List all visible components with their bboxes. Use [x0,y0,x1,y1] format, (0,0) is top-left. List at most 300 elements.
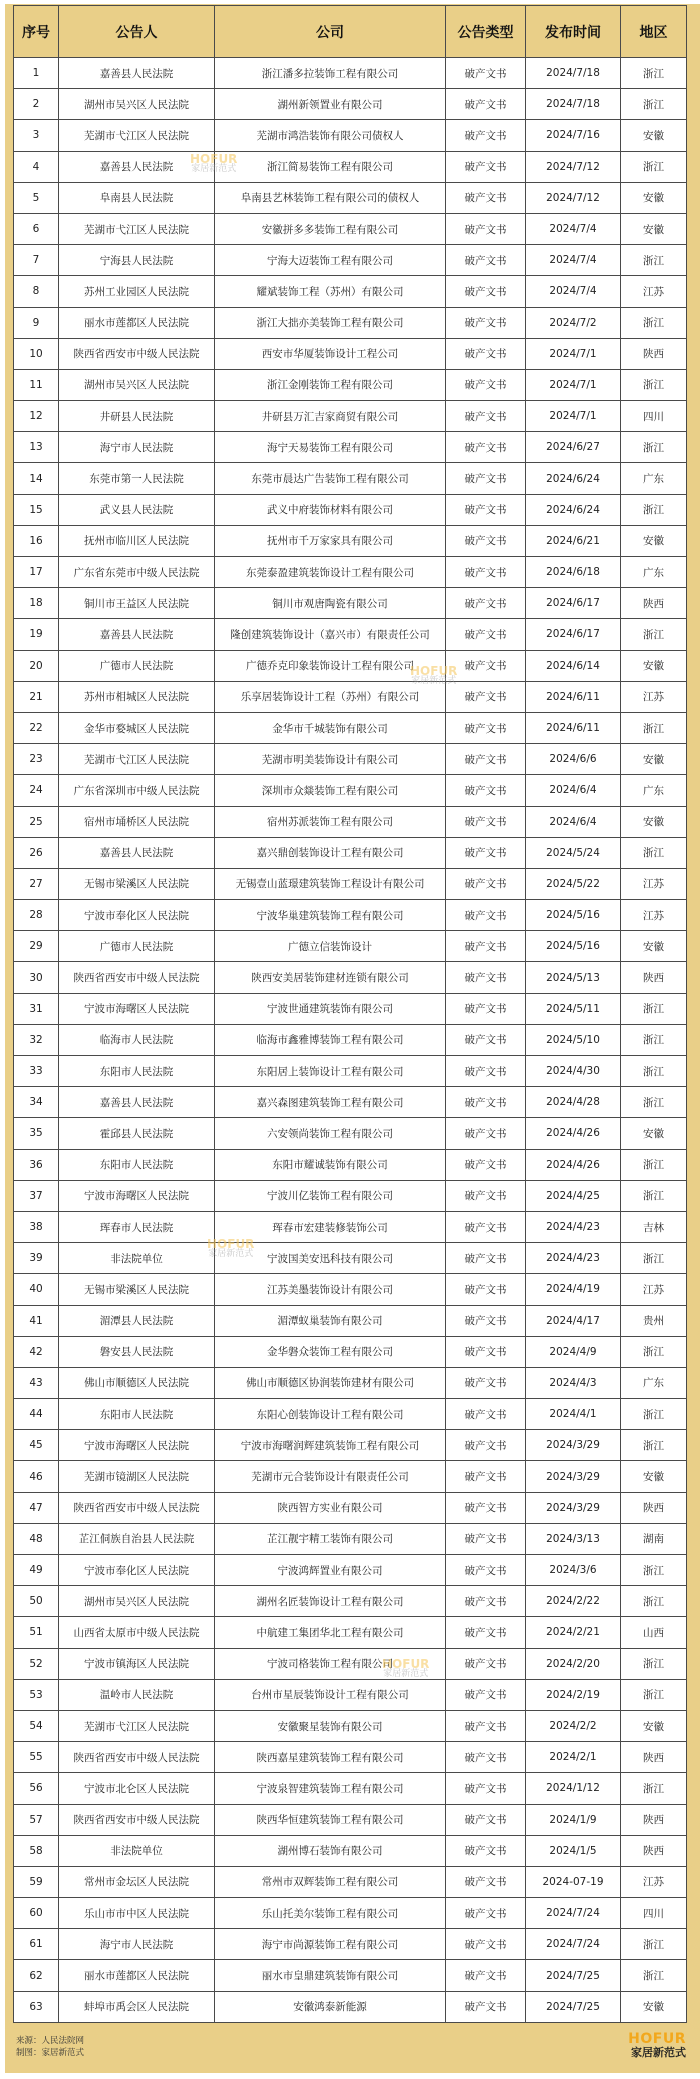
table-row [14,494,687,525]
cell-company: 常州市双辉装饰工程有限公司 [215,1866,446,1897]
cell-notice-type: 破产文书 [446,1523,526,1554]
cell-notice-type: 破产文书 [446,245,526,276]
cell-company: 东阳市耀诚装饰有限公司 [215,1149,446,1180]
cell-announcer: 丽水市莲都区人民法院 [59,307,215,338]
cell-region: 浙江 [621,837,687,868]
cell-notice-type: 破产文书 [446,276,526,307]
cell-announcer: 陕西省西安市中级人民法院 [59,338,215,369]
cell-announcer: 芜湖市弋江区人民法院 [59,120,215,151]
cell-notice-type: 破产文书 [446,619,526,650]
cell-index: 45 [14,1430,59,1461]
cell-announcer: 湄潭县人民法院 [59,1305,215,1336]
cell-notice-type: 破产文书 [446,1024,526,1055]
cell-index: 51 [14,1617,59,1648]
table-row [14,1773,687,1804]
cell-index: 62 [14,1960,59,1991]
cell-index: 16 [14,525,59,556]
cell-publish-date: 2024/4/9 [526,1336,621,1367]
header-publish-date: 发布时间 [526,6,621,58]
cell-announcer: 广东省东莞市中级人民法院 [59,557,215,588]
table-row [14,1555,687,1586]
cell-company: 陕西嘉星建筑装饰工程有限公司 [215,1742,446,1773]
cell-region: 陕西 [621,588,687,619]
cell-publish-date: 2024/7/1 [526,369,621,400]
bankruptcy-notice-table [13,5,687,2023]
cell-publish-date: 2024/6/24 [526,463,621,494]
table-row [14,58,687,89]
cell-company: 中航建工集团华北工程有限公司 [215,1617,446,1648]
watermark-cn: 家居新范式 [411,676,457,686]
cell-region: 陕西 [621,962,687,993]
cell-announcer: 宁海县人民法院 [59,245,215,276]
cell-announcer: 金华市婺城区人民法院 [59,712,215,743]
cell-announcer: 常州市金坛区人民法院 [59,1866,215,1897]
cell-region: 陕西 [621,1835,687,1866]
cell-index: 14 [14,463,59,494]
cell-region: 江苏 [621,1866,687,1897]
cell-company: 抚州市千万家家具有限公司 [215,525,446,556]
table-row [14,1087,687,1118]
cell-company: 西安市华厦装饰设计工程公司 [215,338,446,369]
cell-publish-date: 2024/7/2 [526,307,621,338]
cell-company: 井研县万汇吉家商贸有限公司 [215,401,446,432]
cell-region: 广东 [621,557,687,588]
cell-company: 珲春市宏建装修装饰公司 [215,1211,446,1242]
cell-company: 陕西智方实业有限公司 [215,1492,446,1523]
table-row [14,868,687,899]
table-row [14,1461,687,1492]
cell-index: 26 [14,837,59,868]
table-row [14,1367,687,1398]
cell-notice-type: 破产文书 [446,1555,526,1586]
cell-publish-date: 2024/2/22 [526,1586,621,1617]
cell-region: 陕西 [621,1742,687,1773]
cell-index: 41 [14,1305,59,1336]
cell-announcer: 海宁市人民法院 [59,1929,215,1960]
cell-announcer: 临海市人民法院 [59,1024,215,1055]
cell-publish-date: 2024/4/26 [526,1149,621,1180]
cell-notice-type: 破产文书 [446,213,526,244]
table-row [14,588,687,619]
cell-index: 22 [14,712,59,743]
cell-company: 广德立信装饰设计 [215,931,446,962]
cell-notice-type: 破产文书 [446,1617,526,1648]
cell-index: 50 [14,1586,59,1617]
cell-company: 隆创建筑装饰设计（嘉兴市）有限责任公司 [215,619,446,650]
cell-index: 30 [14,962,59,993]
cell-publish-date: 2024/4/17 [526,1305,621,1336]
table-row [14,1336,687,1367]
table-row [14,1898,687,1929]
cell-index: 3 [14,120,59,151]
cell-index: 52 [14,1648,59,1679]
cell-announcer: 湖州市吴兴区人民法院 [59,89,215,120]
cell-announcer: 宁波市北仑区人民法院 [59,1773,215,1804]
cell-index: 9 [14,307,59,338]
cell-region: 浙江 [621,151,687,182]
cell-index: 40 [14,1274,59,1305]
cell-publish-date: 2024/4/23 [526,1243,621,1274]
cell-announcer: 湖州市吴兴区人民法院 [59,369,215,400]
cell-index: 12 [14,401,59,432]
cell-announcer: 海宁市人民法院 [59,432,215,463]
cell-company: 东莞泰盈建筑装饰设计工程有限公司 [215,557,446,588]
cell-index: 34 [14,1087,59,1118]
cell-publish-date: 2024/6/4 [526,806,621,837]
cell-notice-type: 破产文书 [446,557,526,588]
table-row [14,276,687,307]
cell-company: 丽水市皇鼎建筑装饰有限公司 [215,1960,446,1991]
cell-notice-type: 破产文书 [446,1399,526,1430]
cell-region: 浙江 [621,1149,687,1180]
footer-credits [16,2035,84,2059]
cell-company: 六安领尚装饰工程有限公司 [215,1118,446,1149]
cell-announcer: 东阳市人民法院 [59,1056,215,1087]
cell-announcer: 宁波市海曙区人民法院 [59,993,215,1024]
table-row [14,213,687,244]
cell-publish-date: 2024/6/6 [526,744,621,775]
cell-index: 21 [14,681,59,712]
table-row [14,650,687,681]
cell-index: 23 [14,744,59,775]
table-row [14,1243,687,1274]
cell-region: 安徽 [621,650,687,681]
cell-notice-type: 破产文书 [446,369,526,400]
cell-announcer: 陕西省西安市中级人民法院 [59,1804,215,1835]
cell-announcer: 铜川市王益区人民法院 [59,588,215,619]
table-row [14,1274,687,1305]
cell-notice-type: 破产文书 [446,151,526,182]
cell-publish-date: 2024/6/11 [526,681,621,712]
cell-company: 无锡壹山蓝璟建筑装饰工程设计有限公司 [215,868,446,899]
cell-notice-type: 破产文书 [446,1773,526,1804]
table-row [14,1710,687,1741]
cell-region: 安徽 [621,182,687,213]
cell-publish-date: 2024/1/12 [526,1773,621,1804]
cell-index: 56 [14,1773,59,1804]
table-row [14,1742,687,1773]
cell-region: 安徽 [621,744,687,775]
cell-index: 33 [14,1056,59,1087]
cell-notice-type: 破产文书 [446,962,526,993]
cell-region: 四川 [621,401,687,432]
cell-notice-type: 破产文书 [446,58,526,89]
cell-publish-date: 2024/4/25 [526,1180,621,1211]
table-row [14,1991,687,2022]
cell-notice-type: 破产文书 [446,588,526,619]
table-row [14,681,687,712]
cell-notice-type: 破产文书 [446,525,526,556]
cell-index: 1 [14,58,59,89]
cell-notice-type: 破产文书 [446,744,526,775]
cell-notice-type: 破产文书 [446,494,526,525]
cell-announcer: 嘉善县人民法院 [59,1087,215,1118]
table-row [14,993,687,1024]
table-row [14,1149,687,1180]
cell-publish-date: 2024/4/28 [526,1087,621,1118]
cell-index: 11 [14,369,59,400]
cell-publish-date: 2024/2/20 [526,1648,621,1679]
cell-index: 37 [14,1180,59,1211]
cell-company: 安徽拼多多装饰工程有限公司 [215,213,446,244]
cell-region: 安徽 [621,120,687,151]
table-row [14,1617,687,1648]
cell-region: 浙江 [621,1586,687,1617]
table-row [14,307,687,338]
cell-notice-type: 破产文书 [446,432,526,463]
cell-publish-date: 2024/5/13 [526,962,621,993]
cell-announcer: 芜湖市弋江区人民法院 [59,1710,215,1741]
cell-announcer: 磐安县人民法院 [59,1336,215,1367]
cell-company: 乐享居装饰设计工程（苏州）有限公司 [215,681,446,712]
cell-index: 25 [14,806,59,837]
cell-region: 广东 [621,1367,687,1398]
cell-announcer: 芜湖市弋江区人民法院 [59,213,215,244]
cell-publish-date: 2024/4/26 [526,1118,621,1149]
cell-index: 8 [14,276,59,307]
cell-announcer: 宁波市海曙区人民法院 [59,1180,215,1211]
cell-announcer: 东莞市第一人民法院 [59,463,215,494]
cell-company: 金华市千城装饰有限公司 [215,712,446,743]
cell-publish-date: 2024/6/24 [526,494,621,525]
cell-region: 浙江 [621,1555,687,1586]
cell-publish-date: 2024/4/19 [526,1274,621,1305]
cell-index: 24 [14,775,59,806]
cell-publish-date: 2024/7/18 [526,58,621,89]
cell-region: 浙江 [621,1929,687,1960]
cell-company: 浙江简易装饰工程有限公司 [215,151,446,182]
cell-announcer: 丽水市莲都区人民法院 [59,1960,215,1991]
cell-notice-type: 破产文书 [446,1336,526,1367]
table-row [14,432,687,463]
cell-announcer: 陕西省西安市中级人民法院 [59,962,215,993]
cell-publish-date: 2024/7/12 [526,151,621,182]
cell-company: 芜湖市元合装饰设计有限责任公司 [215,1461,446,1492]
cell-region: 浙江 [621,494,687,525]
cell-notice-type: 破产文书 [446,1180,526,1211]
table-row [14,806,687,837]
cell-announcer: 蚌埠市禹会区人民法院 [59,1991,215,2022]
cell-region: 浙江 [621,58,687,89]
cell-announcer: 苏州工业园区人民法院 [59,276,215,307]
cell-notice-type: 破产文书 [446,1274,526,1305]
cell-region: 浙江 [621,89,687,120]
cell-region: 浙江 [621,619,687,650]
watermark-cn: 家居新范式 [191,164,237,174]
cell-notice-type: 破产文书 [446,1960,526,1991]
cell-publish-date: 2024/7/25 [526,1960,621,1991]
cell-announcer: 井研县人民法院 [59,401,215,432]
brand-logo [628,2032,686,2058]
table-row [14,837,687,868]
cell-company: 宁波世通建筑装饰有限公司 [215,993,446,1024]
cell-publish-date: 2024/3/13 [526,1523,621,1554]
cell-region: 广东 [621,463,687,494]
cell-publish-date: 2024/2/21 [526,1617,621,1648]
cell-notice-type: 破产文书 [446,1367,526,1398]
cell-notice-type: 破产文书 [446,1211,526,1242]
cell-announcer: 抚州市临川区人民法院 [59,525,215,556]
cell-announcer: 嘉善县人民法院 [59,619,215,650]
cell-announcer: 广德市人民法院 [59,931,215,962]
cell-publish-date: 2024/3/6 [526,1555,621,1586]
table-row [14,1648,687,1679]
cell-publish-date: 2024/5/24 [526,837,621,868]
cell-announcer: 宁波市海曙区人民法院 [59,1430,215,1461]
cell-notice-type: 破产文书 [446,463,526,494]
cell-notice-type: 破产文书 [446,1461,526,1492]
cell-index: 7 [14,245,59,276]
cell-announcer: 陕西省西安市中级人民法院 [59,1492,215,1523]
logo-cn: 家居新范式 [631,2046,686,2059]
watermark-cn: 家居新范式 [383,1669,429,1679]
cell-notice-type: 破产文书 [446,650,526,681]
cell-index: 54 [14,1710,59,1741]
credit-note: 制图：家居新范式 [16,2048,85,2058]
cell-region: 浙江 [621,1399,687,1430]
cell-region: 吉林 [621,1211,687,1242]
cell-region: 安徽 [621,213,687,244]
cell-notice-type: 破产文书 [446,1087,526,1118]
cell-company: 临海市鑫雅博装饰工程有限公司 [215,1024,446,1055]
watermark-cn: 家居新范式 [208,1249,254,1259]
table-body [14,58,687,2023]
watermark-en: HOFUR [382,1657,430,1671]
cell-publish-date: 2024/7/4 [526,245,621,276]
cell-notice-type: 破产文书 [446,806,526,837]
cell-announcer: 芜湖市镜湖区人民法院 [59,1461,215,1492]
cell-announcer: 嘉善县人民法院 [59,151,215,182]
cell-region: 山西 [621,1617,687,1648]
cell-notice-type: 破产文书 [446,837,526,868]
cell-index: 59 [14,1866,59,1897]
cell-region: 安徽 [621,806,687,837]
table-row [14,1492,687,1523]
cell-announcer: 霍邱县人民法院 [59,1118,215,1149]
cell-company: 芜湖市明美装饰设计有限公司 [215,744,446,775]
cell-company: 乐山托美尔装饰工程有限公司 [215,1898,446,1929]
cell-publish-date: 2024/7/1 [526,401,621,432]
cell-announcer: 湖州市吴兴区人民法院 [59,1586,215,1617]
cell-publish-date: 2024/6/17 [526,588,621,619]
cell-notice-type: 破产文书 [446,120,526,151]
cell-publish-date: 2024/2/2 [526,1710,621,1741]
cell-publish-date: 2024/2/19 [526,1679,621,1710]
cell-company: 东阳居上装饰设计工程有限公司 [215,1056,446,1087]
cell-publish-date: 2024/2/1 [526,1742,621,1773]
header-region: 地区 [621,6,687,58]
header-company: 公司 [215,6,446,58]
table-row [14,1211,687,1242]
table-row [14,1804,687,1835]
cell-company: 江苏美墨装饰设计有限公司 [215,1274,446,1305]
cell-notice-type: 破产文书 [446,307,526,338]
cell-index: 57 [14,1804,59,1835]
cell-index: 2 [14,89,59,120]
cell-company: 宁波泉智建筑装饰工程有限公司 [215,1773,446,1804]
cell-notice-type: 破产文书 [446,1898,526,1929]
table-row [14,1024,687,1055]
cell-announcer: 宁波市奉化区人民法院 [59,900,215,931]
cell-region: 浙江 [621,245,687,276]
cell-company: 武义中府装饰材料有限公司 [215,494,446,525]
header-index: 序号 [14,6,59,58]
cell-region: 江苏 [621,681,687,712]
cell-publish-date: 2024/6/11 [526,712,621,743]
cell-index: 27 [14,868,59,899]
cell-index: 35 [14,1118,59,1149]
cell-region: 浙江 [621,432,687,463]
watermark-en: HOFUR [410,664,458,678]
cell-company: 海宁天易装饰工程有限公司 [215,432,446,463]
cell-publish-date: 2024/7/12 [526,182,621,213]
cell-company: 陕西华恒建筑装饰工程有限公司 [215,1804,446,1835]
table-row [14,369,687,400]
cell-index: 49 [14,1555,59,1586]
cell-company: 湄潭蚁巢装饰有限公司 [215,1305,446,1336]
cell-region: 浙江 [621,1336,687,1367]
cell-company: 湖州博石装饰有限公司 [215,1835,446,1866]
cell-region: 浙江 [621,1773,687,1804]
cell-company: 芜湖市鸿浩装饰有限公司债权人 [215,120,446,151]
table-row [14,338,687,369]
cell-region: 浙江 [621,1243,687,1274]
cell-publish-date: 2024/6/17 [526,619,621,650]
cell-announcer: 芜湖市弋江区人民法院 [59,744,215,775]
cell-region: 安徽 [621,1710,687,1741]
cell-announcer: 佛山市顺德区人民法院 [59,1367,215,1398]
cell-index: 44 [14,1399,59,1430]
cell-company: 安徽鸿泰新能源 [215,1991,446,2022]
cell-region: 浙江 [621,1648,687,1679]
cell-company: 湖州新领置业有限公司 [215,89,446,120]
cell-company: 湖州名匠装饰设计工程有限公司 [215,1586,446,1617]
cell-announcer: 宁波市镇海区人民法院 [59,1648,215,1679]
table-row [14,931,687,962]
cell-index: 63 [14,1991,59,2022]
cell-region: 四川 [621,1898,687,1929]
cell-index: 17 [14,557,59,588]
cell-company: 铜川市观唐陶瓷有限公司 [215,588,446,619]
cell-index: 28 [14,900,59,931]
table-row [14,1960,687,1991]
cell-publish-date: 2024/6/18 [526,557,621,588]
cell-notice-type: 破产文书 [446,1835,526,1866]
cell-announcer: 宿州市埇桥区人民法院 [59,806,215,837]
cell-publish-date: 2024/3/29 [526,1461,621,1492]
cell-announcer: 非法院单位 [59,1243,215,1274]
cell-publish-date: 2024/7/4 [526,276,621,307]
cell-company: 阜南县艺林装饰工程有限公司的债权人 [215,182,446,213]
cell-region: 安徽 [621,1461,687,1492]
cell-region: 安徽 [621,525,687,556]
cell-index: 32 [14,1024,59,1055]
table-row [14,744,687,775]
cell-publish-date: 2024/5/16 [526,900,621,931]
cell-publish-date: 2024/4/1 [526,1399,621,1430]
cell-notice-type: 破产文书 [446,1492,526,1523]
cell-publish-date: 2024/4/3 [526,1367,621,1398]
cell-publish-date: 2024/5/11 [526,993,621,1024]
cell-publish-date: 2024/7/24 [526,1898,621,1929]
cell-publish-date: 2024/3/29 [526,1492,621,1523]
cell-announcer: 无锡市梁溪区人民法院 [59,868,215,899]
cell-notice-type: 破产文书 [446,1586,526,1617]
cell-company: 芷江靓宇精工装饰有限公司 [215,1523,446,1554]
cell-publish-date: 2024/4/23 [526,1211,621,1242]
table-row [14,1679,687,1710]
cell-region: 江苏 [621,868,687,899]
